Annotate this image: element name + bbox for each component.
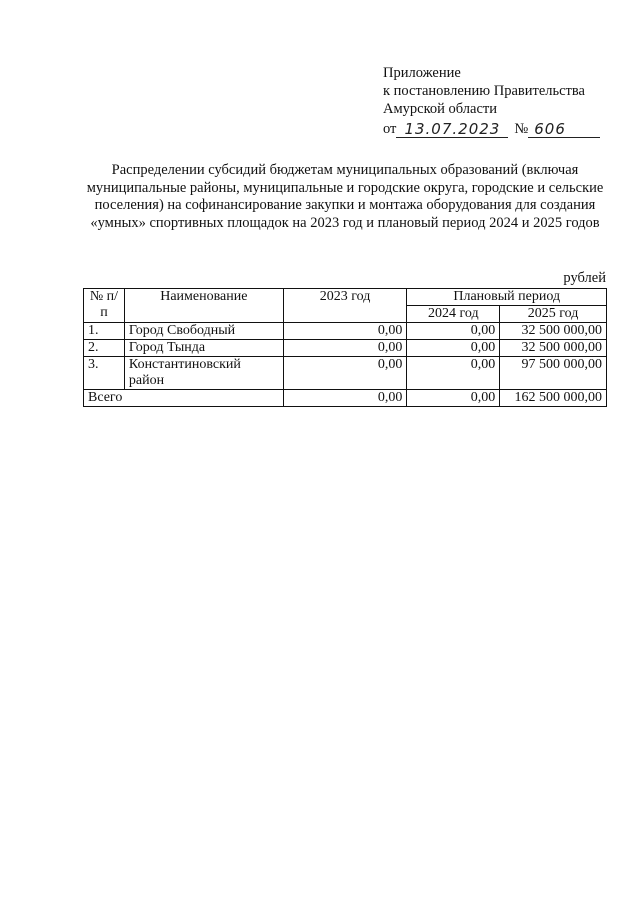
- appendix-region-line: Амурской области: [383, 101, 497, 117]
- total-2023: 0,00: [283, 390, 407, 407]
- currency-unit: рублей: [563, 270, 606, 286]
- number-prefix: №: [514, 121, 529, 137]
- row-2024: 0,00: [407, 357, 500, 390]
- row-2025: 97 500 000,00: [500, 357, 607, 390]
- handwritten-date: 13.07.2023: [396, 121, 508, 138]
- row-2023: 0,00: [283, 323, 407, 340]
- header-name: Наименование: [124, 289, 283, 323]
- header-planned-period: Плановый период: [407, 289, 607, 306]
- table-row: [84, 323, 607, 340]
- row-num: 1.: [84, 323, 125, 340]
- appendix-date-number-line: [383, 118, 600, 138]
- row-name: Город Тында: [124, 340, 283, 357]
- appendix-block: [383, 64, 600, 138]
- table-row: [84, 340, 607, 357]
- row-2023: 0,00: [283, 357, 407, 390]
- row-name: Город Свободный: [124, 323, 283, 340]
- appendix-title: Приложение: [383, 65, 461, 81]
- header-2023: 2023 год: [283, 289, 407, 323]
- total-label: Всего: [84, 390, 284, 407]
- header-2024: 2024 год: [407, 306, 500, 323]
- table-row: [84, 357, 607, 390]
- document-title: Распределении субсидий бюджетам муниципальных образований (включая муниципальные районы, муниципальные и городские округа, городские и сельские поселения) на софинансирование закупки и монтажа оборудования для создания «умных» спортивных площадок на 2023 год и плановый период 2024 и 2025 годов: [86, 162, 604, 231]
- subsidy-table: [83, 288, 607, 407]
- table-total-row: [84, 390, 607, 407]
- row-2023: 0,00: [283, 340, 407, 357]
- row-num: 3.: [84, 357, 125, 390]
- table-header-row: [84, 289, 607, 306]
- header-num: № п/п: [84, 289, 125, 323]
- row-2024: 0,00: [407, 323, 500, 340]
- row-num: 2.: [84, 340, 125, 357]
- appendix-resolution-line: к постановлению Правительства: [383, 83, 585, 99]
- row-2024: 0,00: [407, 340, 500, 357]
- total-2024: 0,00: [407, 390, 500, 407]
- row-2025: 32 500 000,00: [500, 340, 607, 357]
- row-2025: 32 500 000,00: [500, 323, 607, 340]
- row-name: Константиновский район: [124, 357, 283, 390]
- handwritten-number: 606: [528, 121, 600, 138]
- date-prefix: от: [383, 121, 397, 137]
- header-2025: 2025 год: [500, 306, 607, 323]
- total-2025: 162 500 000,00: [500, 390, 607, 407]
